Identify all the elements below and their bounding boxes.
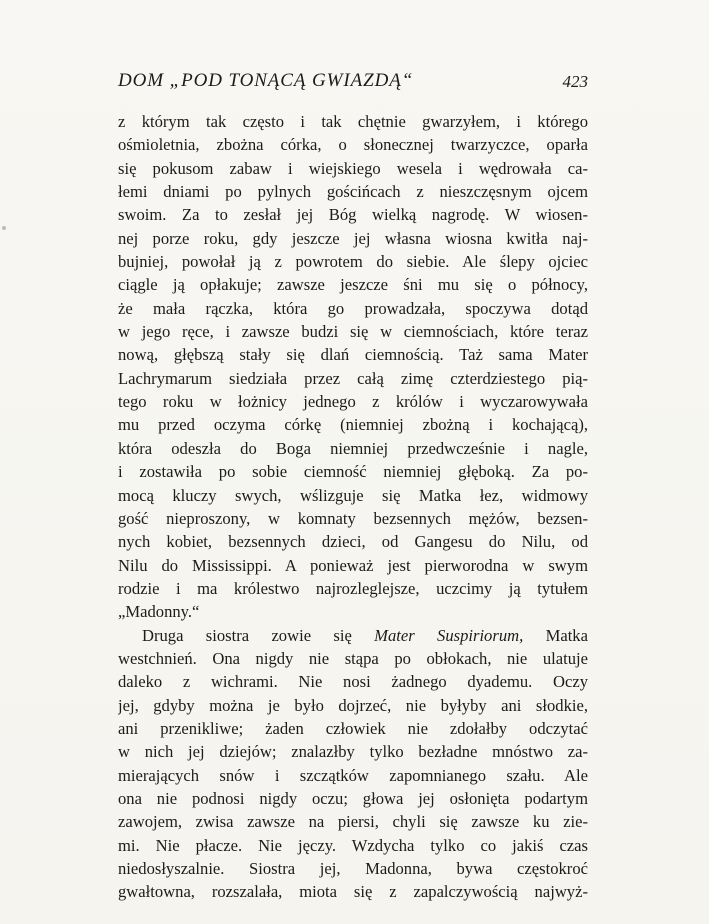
text-line: w nich jej dziejów; znalazłby tylko bezładne mnóstwo za- bbox=[118, 742, 588, 762]
text-line: tego roku w łożnicy jednego z królów i wyczarowywała bbox=[118, 392, 588, 412]
text-line: gość nieproszony, w komnaty bezsennych mężów, bezsen- bbox=[118, 508, 588, 528]
running-title: DOM „POD TONĄCĄ GWIAZDĄ“ bbox=[118, 70, 414, 91]
text-line: ani przenikliwe; żaden człowiek nie zdołałby odczytać bbox=[118, 718, 588, 738]
running-head bbox=[118, 70, 588, 94]
text-line: się pokusom zabaw i wiejskiego wesela i wędrowała ca- bbox=[118, 158, 588, 178]
text-line: rodzie i ma królestwo najrozleglejsze, uczcimy ją tytułem bbox=[118, 578, 588, 598]
text-line: i zostawiła po sobie ciemność niemniej głęboką. Za po- bbox=[118, 462, 588, 482]
body-text bbox=[118, 110, 588, 904]
page-number: 423 bbox=[562, 72, 588, 91]
text-line: nych kobiet, bezsennych dzieci, od Gangesu do Nilu, od bbox=[118, 532, 588, 552]
text-fragment: Matka bbox=[545, 625, 588, 645]
italic-term: Mater Suspiriorum, bbox=[374, 625, 524, 645]
text-line: mocą kluczy swych, wślizguje się Matka łez, widmowy bbox=[118, 485, 588, 505]
text-line: nej porze roku, gdy jeszcze jej własna wiosna kwitła naj- bbox=[118, 228, 588, 248]
text-fragment: Druga siostra zowie się bbox=[142, 625, 352, 645]
text-line: łemi dniami po pylnych gościńcach z nieszczęsnym ojcem bbox=[118, 182, 588, 202]
text-line: mierających snów i szczątków zapomnianego szału. Ale bbox=[118, 765, 588, 785]
text-line: Nilu do Mississippi. A ponieważ jest pierworodna w swym bbox=[118, 555, 588, 575]
text-line: daleko z wichrami. Nie nosi żadnego dyademu. Oczy bbox=[118, 672, 588, 692]
page-edge-mark bbox=[2, 226, 6, 230]
text-line: ona nie podnosi nigdy oczu; głowa jej osłonięta podartym bbox=[118, 788, 588, 808]
text-line: „Madonny.“ bbox=[118, 602, 200, 622]
paragraph-start-line bbox=[118, 624, 588, 647]
text-line: bujniej, powołał ją z powrotem do siebie. Ale ślepy ojciec bbox=[118, 252, 588, 272]
text-line: ośmioletnia, zbożna córka, o słonecznej twarzyczce, oparła bbox=[118, 135, 588, 155]
text-line: westchnień. Ona nigdy nie stąpa po obłokach, nie ulatuje bbox=[118, 648, 588, 668]
text-line: Lachrymarum siedziała przez całą zimę czterdziestego pią- bbox=[118, 368, 588, 388]
text-line: mi. Nie płacze. Nie jęczy. Wzdycha tylko co jakiś czas bbox=[118, 835, 588, 855]
text-line: niedosłyszalnie. Siostra jej, Madonna, bywa częstokroć bbox=[118, 859, 588, 878]
text-line: z którym tak często i tak chętnie gwarzyłem, i którego bbox=[118, 112, 588, 131]
text-line: która odeszła do Boga niemniej przedwcześnie i nagle, bbox=[118, 438, 588, 458]
text-line: jej, gdyby można je było dojrzeć, nie byłyby ani słodkie, bbox=[118, 695, 588, 715]
text-line: gwałtowna, rozszalała, miota się z zapalczywością najwyż- bbox=[118, 882, 588, 902]
text-line: ciągle ją opłakuje; zawsze jeszcze śni mu się o północy, bbox=[118, 275, 588, 295]
text-line: w jego ręce, i zawsze budzi się w ciemnościach, które teraz bbox=[118, 322, 588, 342]
text-line: mu przed oczyma córkę (niemniej zbożną i kochającą), bbox=[118, 415, 588, 435]
text-line: nową, głębszą stały się dlań ciemnością. Taż sama Mater bbox=[118, 345, 588, 365]
text-line: że mała rączka, która go prowadzała, spoczywa dotąd bbox=[118, 298, 588, 318]
text-line: swoim. Za to zesłał jej Bóg wielką nagrodę. W wiosen- bbox=[118, 205, 588, 225]
text-line: zawojem, zwisa zawsze na piersi, chyli się zawsze ku zie- bbox=[118, 812, 588, 832]
